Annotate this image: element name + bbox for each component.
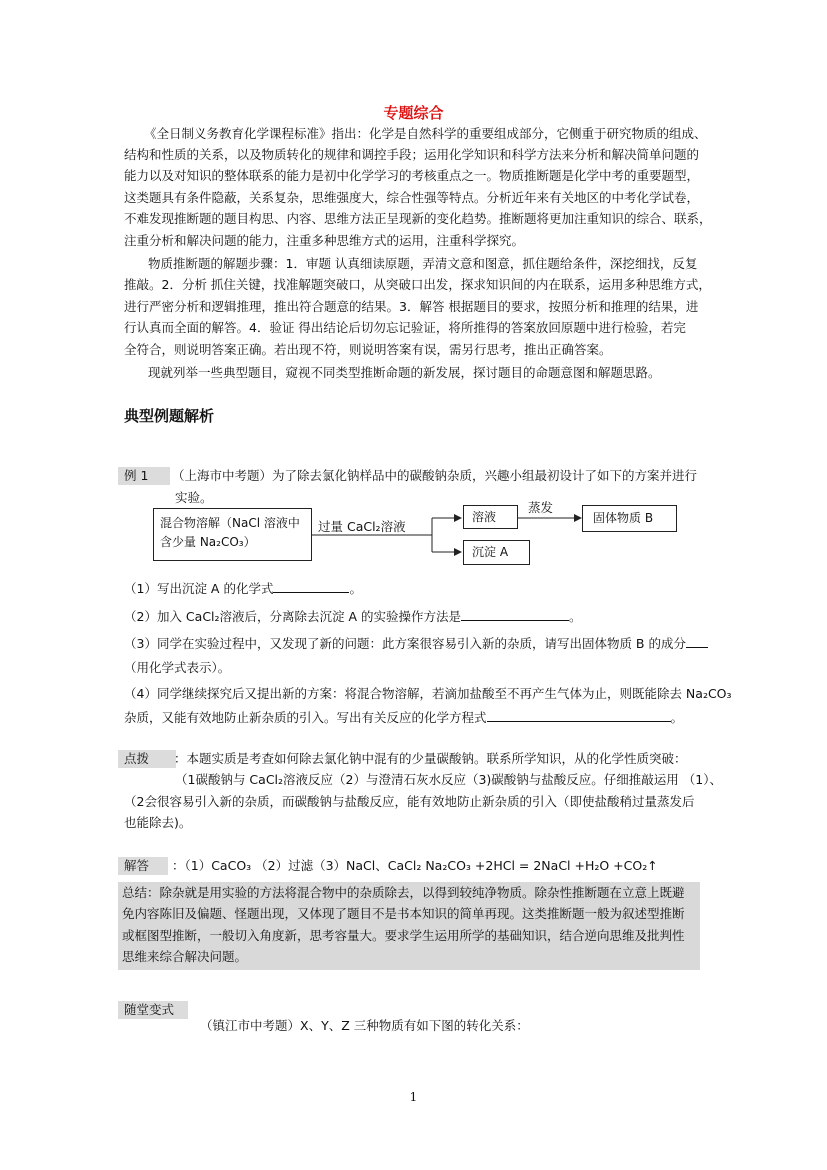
hint-line: （2会很容易引入新的杂质，而碳酸钠与盐酸反应，能有效地防止新杂质的引入（即使盐酸稍过量蒸发后 [124,794,695,809]
question-3 [124,634,708,652]
summary-line: 总结：除杂就是用实验的方法将混合物中的杂质除去，以得到较纯净物质。除杂性推断题在立意上既避 [122,885,685,900]
reagent-label: 过量 CaCl₂溶液 [318,519,406,534]
summary-line: 思维来综合解决问题。 [122,949,248,964]
question-4-cont [124,708,683,726]
precipitate-box: 沉淀 A [463,540,530,565]
answer-blank [273,579,349,593]
evaporate-label: 蒸发 [528,500,554,515]
solid-box: 固体物质 B [582,505,677,532]
arrow-head [574,514,582,522]
variant-label: 随堂变式 [118,1001,188,1019]
summary-box [118,882,700,970]
steps-line: 全符合，则说明答案正确。若出现不符，则说明答案有误，需另行思考，推出正确答案。 [124,342,612,357]
question-1-text: （1）写出沉淀 A 的化学式 [124,581,274,596]
question-4-end: 。 [670,710,684,725]
hint-line: （1碳酸钠与 CaCl₂溶液反应（2）与澄清石灰水反应（3)碳酸钠与盐酸反应。仔细推敲运用 （1）、 [175,772,722,787]
solution-box: 溶液 [463,505,518,529]
section-heading: 典型例题解析 [124,407,215,425]
steps-line: 物质推断题的解题步骤：1．审题 认真细读原题，弄清文意和图意，抓住题给条件，深挖细找，反复 [148,256,698,271]
steps-line: 行认真而全面的解答。4．验证 得出结论后切勿忘记验证，将所推得的答案放回原题中进行检验，若完 [124,320,686,335]
intro-line: 不难发现推断题的题目构思、内容、思维方法正呈现新的变化趋势。推断题将更加注重知识的综合、联系， [124,211,712,226]
hint-line: ：本题实质是考查如何除去氯化钠中混有的少量碳酸钠。联系所学知识，从的化学性质突破： [174,751,687,766]
example-text: 实验。 [175,490,213,505]
arrow-head [454,548,462,556]
question-4: （4）同学继续探究后又提出新的方案：将混合物溶解，若滴加盐酸至不再产生气体为止，则既能除去 Na₂CO₃ [124,686,732,701]
answer-label: 解答 [118,857,168,875]
question-3-text: （3）同学在实验过程中，又发现了新的问题：此方案很容易引入新的杂质，请写出固体物质 B 的成分 [124,636,686,651]
intro-line: 这类题具有条件隐蔽，关系复杂，思维强度大，综合性强等特点。分析近年来有关地区的中考化学试卷， [124,190,700,205]
hint-label: 点拨 [118,750,176,768]
arrow-head [454,514,462,522]
page-title: 专题综合 [383,104,444,122]
intro-line: 注重分析和解决问题的能力，注重多种思维方式的运用，注重科学探究。 [124,233,525,248]
answer-blank [487,708,671,722]
question-2-text: （2）加入 CaCl₂溶液后，分离除去沉淀 A 的实验操作方法是 [124,609,462,624]
hint-line: 也能除去)。 [124,815,192,830]
mixture-label-2: 含少量 Na₂CO₃） [160,535,256,549]
variant-text: （镇江市中考题）X、Y、Z 三种物质有如下图的转化关系： [200,1018,529,1033]
question-1-end: 。 [349,581,362,596]
intro-line: 《全日制义务教育化学课程标准》指出：化学是自然科学的重要组成部分，它侧重于研究物质的组成、 [144,126,707,141]
intro-line: 能力以及对知识的整体联系的能力是初中化学学习的考核重点之一。物质推断题是化学中考的重要题型， [124,168,700,183]
summary-line: 或框图型推断，一般切入角度新，思考容量大。要求学生运用所学的基础知识，结合逆向思维及批判性 [122,928,685,943]
steps-line: 进行严密分析和逻辑推理，推出符合题意的结果。3．解答 根据题目的要求，按照分析和推理的结果，进 [124,299,699,314]
mixture-label-1: 混合物溶解（NaCl 溶液中 [160,516,300,530]
page-number: 1 [409,1090,418,1104]
question-3-cont: （用化学式表示）。 [124,660,231,675]
question-1 [124,579,362,597]
example-label: 例 1 [118,467,170,485]
example-text: （上海市中考题）为了除去氯化钠样品中的碳酸钠杂质，兴趣小组最初设计了如下的方案并进行 [172,468,698,483]
answer-blank [686,634,708,648]
question-2 [124,607,582,625]
intro-line: 结构和性质的关系，以及物质转化的规律和调控手段；运用化学知识和科学方法来分析和解决简单问题的 [124,147,700,162]
answer-text: ：（1）CaCO₃ （2）过滤（3）NaCl、CaCl₂ Na₂CO₃ +2HCl = 2NaCl +H₂O +CO₂↑ [172,858,658,873]
question-4-text: 杂质，又能有效地防止新杂质的引入。写出有关反应的化学方程式 [124,710,487,725]
steps-line: 推敲。2．分析 抓住关键，找准解题突破口，从突破口出发，探求知识间的内在联系，运用多种思维方式， [124,277,711,292]
answer-blank [461,607,569,621]
summary-line: 免内容陈旧及偏题、怪题出现，又体现了题目不是书本知识的简单再现。这类推断题一般为叙述型推断 [122,906,685,921]
question-2-end: 。 [569,609,582,624]
closing-line: 现就列举一些典型题目，窥视不同类型推断命题的新发展，探讨题目的命题意图和解题思路。 [148,365,661,380]
